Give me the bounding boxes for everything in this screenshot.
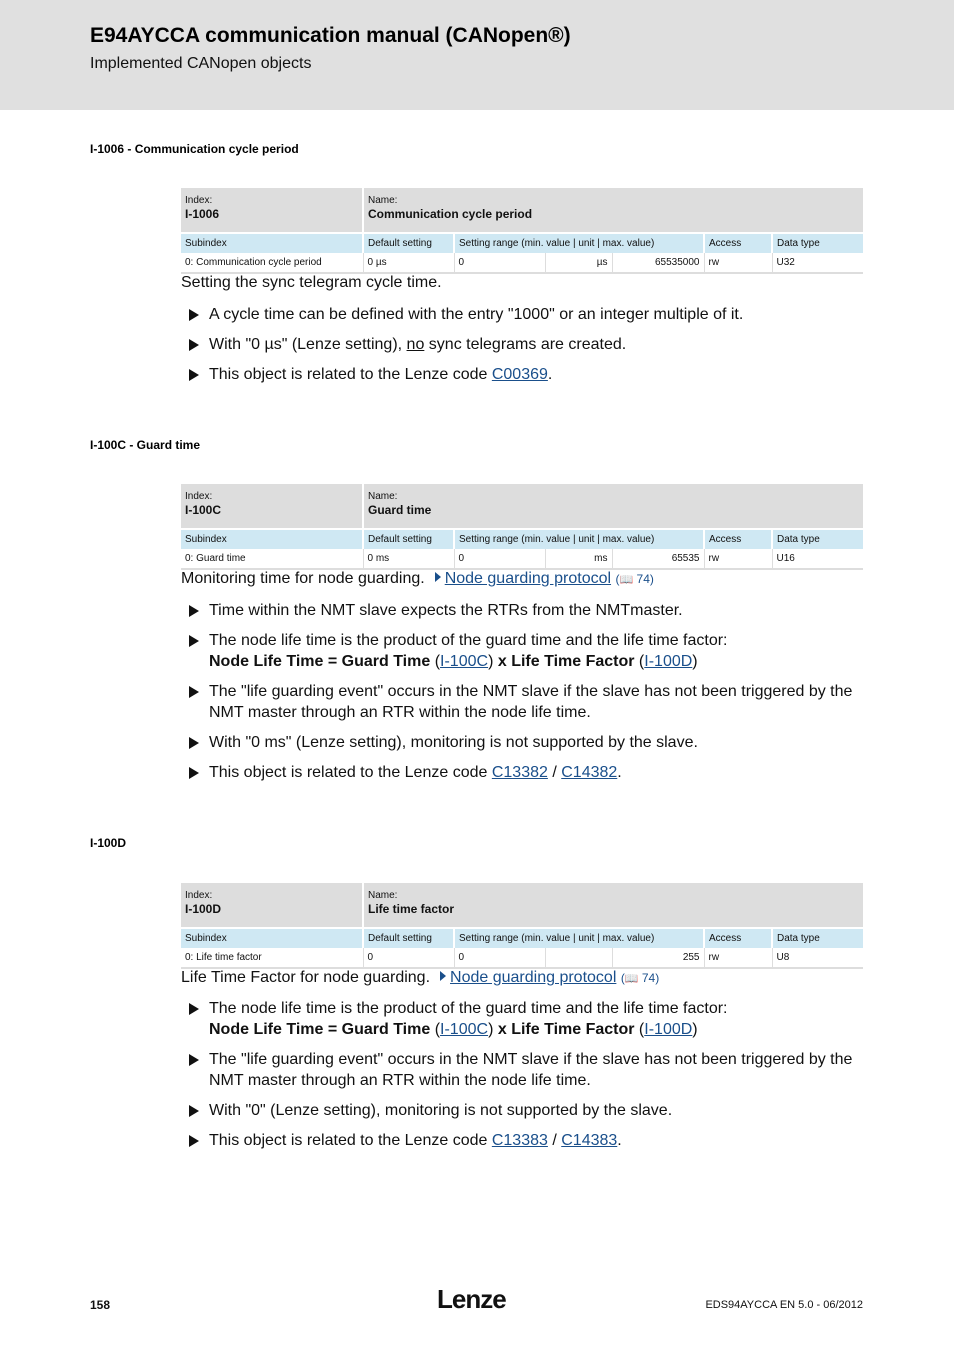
link-c14383[interactable]: C14383	[561, 1132, 618, 1149]
document-id: EDS94AYCCA EN 5.0 - 06/2012	[705, 1299, 863, 1311]
col-subindex: Subindex	[181, 928, 363, 948]
bullet-list-i100c	[189, 600, 869, 792]
list-item: With "0 µs" (Lenze setting), no sync telegrams are created.	[189, 334, 869, 355]
description-i100d: Life Time Factor for node guarding. Node guarding protocol (📖 74)	[181, 969, 660, 986]
link-i100c[interactable]: I-100C	[440, 1021, 489, 1038]
cell-subindex: 0: Communication cycle period	[181, 253, 363, 273]
link-c00369[interactable]: C00369	[491, 366, 548, 383]
col-range: Setting range (min. value | unit | max. value)	[454, 928, 704, 948]
col-access: Access	[704, 233, 772, 253]
page-number: 158	[90, 1298, 111, 1312]
link-c13382[interactable]: C13382	[491, 764, 548, 781]
book-icon: 📖	[619, 574, 634, 586]
manual-title: E94AYCCA communication manual (CANopen®)	[90, 24, 571, 47]
link-node-guarding-protocol[interactable]: Node guarding protocol	[444, 570, 612, 587]
cell-min: 0	[454, 253, 545, 273]
triangle-right-icon	[189, 1054, 199, 1066]
cell-subindex: 0: Life time factor	[181, 948, 363, 968]
list-item: The node life time is the product of the guard time and the life time factor: Node Life Time = Guard Time (I-100C) x Life Time Factor (I-100D)	[189, 630, 869, 672]
list-item: With "0 ms" (Lenze setting), monitoring is not supported by the slave.	[189, 732, 869, 753]
list-item: With "0" (Lenze setting), monitoring is not supported by the slave.	[189, 1100, 869, 1121]
list-item: This object is related to the Lenze code C13383 / C14383.	[189, 1130, 869, 1151]
col-subindex: Subindex	[181, 529, 363, 549]
link-c14382[interactable]: C14382	[561, 764, 618, 781]
col-datatype: Data type	[772, 529, 863, 549]
book-icon: 📖	[624, 973, 639, 985]
col-default: Default setting	[363, 233, 454, 253]
object-table-i1006	[181, 188, 863, 274]
link-i100c[interactable]: I-100C	[440, 653, 489, 670]
list-item: This object is related to the Lenze code C13382 / C14382.	[189, 762, 869, 783]
section-heading-i100d: I-100D	[90, 836, 127, 850]
cell-default: 0 ms	[363, 549, 454, 569]
triangle-right-icon	[189, 369, 199, 381]
triangle-right-icon	[189, 605, 199, 617]
link-i100d[interactable]: I-100D	[644, 653, 693, 670]
cell-max: 255	[612, 948, 704, 968]
triangle-right-icon	[189, 767, 199, 779]
bullet-list-i100d	[189, 998, 869, 1160]
object-name: Communication cycle period	[368, 207, 533, 221]
link-i100d[interactable]: I-100D	[644, 1021, 693, 1038]
triangle-right-icon	[189, 339, 199, 351]
index-cell: Index: I-1006	[181, 188, 363, 233]
triangle-right-icon	[189, 309, 199, 321]
object-name: Guard time	[368, 503, 432, 517]
cell-access: rw	[704, 253, 772, 273]
list-item: The "life guarding event" occurs in the NMT slave if the slave has not been triggered by the NMT master through an RTR within the node life time.	[189, 1049, 869, 1091]
list-item: A cycle time can be defined with the entry "1000" or an integer multiple of it.	[189, 304, 869, 325]
cell-default: 0 µs	[363, 253, 454, 273]
name-cell: Name: Life time factor	[363, 883, 863, 928]
link-c13383[interactable]: C13383	[491, 1132, 548, 1149]
cell-min: 0	[454, 549, 545, 569]
object-table-i100d	[181, 883, 863, 969]
cell-access: rw	[704, 948, 772, 968]
object-table-i100c	[181, 484, 863, 570]
page-reference[interactable]: (📖 74)	[620, 971, 660, 985]
name-cell: Name: Communication cycle period	[363, 188, 863, 233]
description-i100c: Monitoring time for node guarding. Node guarding protocol (📖 74)	[181, 570, 654, 587]
cell-max: 65535000	[612, 253, 704, 273]
object-name: Life time factor	[368, 902, 455, 916]
cell-datatype: U8	[772, 948, 863, 968]
col-subindex: Subindex	[181, 233, 363, 253]
cell-subindex: 0: Guard time	[181, 549, 363, 569]
cell-default: 0	[363, 948, 454, 968]
col-datatype: Data type	[772, 928, 863, 948]
triangle-right-icon	[189, 737, 199, 749]
list-item: The "life guarding event" occurs in the NMT slave if the slave has not been triggered by the NMT master through an RTR within the node life time.	[189, 681, 869, 723]
object-index: I-100C	[185, 503, 222, 517]
list-item: The node life time is the product of the guard time and the life time factor: Node Life Time = Guard Time (I-100C) x Life Time Factor (I-100D)	[189, 998, 869, 1040]
list-item: This object is related to the Lenze code C00369.	[189, 364, 869, 385]
col-default: Default setting	[363, 928, 454, 948]
index-cell: Index: I-100D	[181, 883, 363, 928]
name-cell: Name: Guard time	[363, 484, 863, 529]
cell-datatype: U32	[772, 253, 863, 273]
bullet-list-i1006	[189, 304, 869, 394]
cell-unit: µs	[545, 253, 612, 273]
col-range: Setting range (min. value | unit | max. value)	[454, 233, 704, 253]
page-header	[0, 0, 954, 110]
section-heading-i1006: I-1006 - Communication cycle period	[90, 142, 299, 156]
triangle-right-icon	[189, 686, 199, 698]
triangle-right-icon	[189, 1003, 199, 1015]
index-cell: Index: I-100C	[181, 484, 363, 529]
cell-unit	[545, 948, 612, 968]
description-i1006: Setting the sync telegram cycle time.	[181, 274, 442, 291]
triangle-right-icon	[440, 971, 446, 981]
lenze-logo: Lenze	[437, 1284, 506, 1314]
cell-access: rw	[704, 549, 772, 569]
cell-min: 0	[454, 948, 545, 968]
col-default: Default setting	[363, 529, 454, 549]
object-index: I-1006	[185, 207, 220, 221]
cell-datatype: U16	[772, 549, 863, 569]
object-index: I-100D	[185, 902, 222, 916]
triangle-right-icon	[189, 1105, 199, 1117]
col-datatype: Data type	[772, 233, 863, 253]
page-reference[interactable]: (📖 74)	[615, 572, 654, 586]
section-heading-i100c: I-100C - Guard time	[90, 438, 201, 452]
triangle-right-icon	[435, 572, 441, 582]
cell-unit: ms	[545, 549, 612, 569]
triangle-right-icon	[189, 1135, 199, 1147]
col-range: Setting range (min. value | unit | max. value)	[454, 529, 704, 549]
list-item: Time within the NMT slave expects the RTRs from the NMTmaster.	[189, 600, 869, 621]
col-access: Access	[704, 529, 772, 549]
triangle-right-icon	[189, 635, 199, 647]
cell-max: 65535	[612, 549, 704, 569]
chapter-title: Implemented CANopen objects	[90, 55, 312, 72]
link-node-guarding-protocol[interactable]: Node guarding protocol	[450, 969, 617, 986]
col-access: Access	[704, 928, 772, 948]
